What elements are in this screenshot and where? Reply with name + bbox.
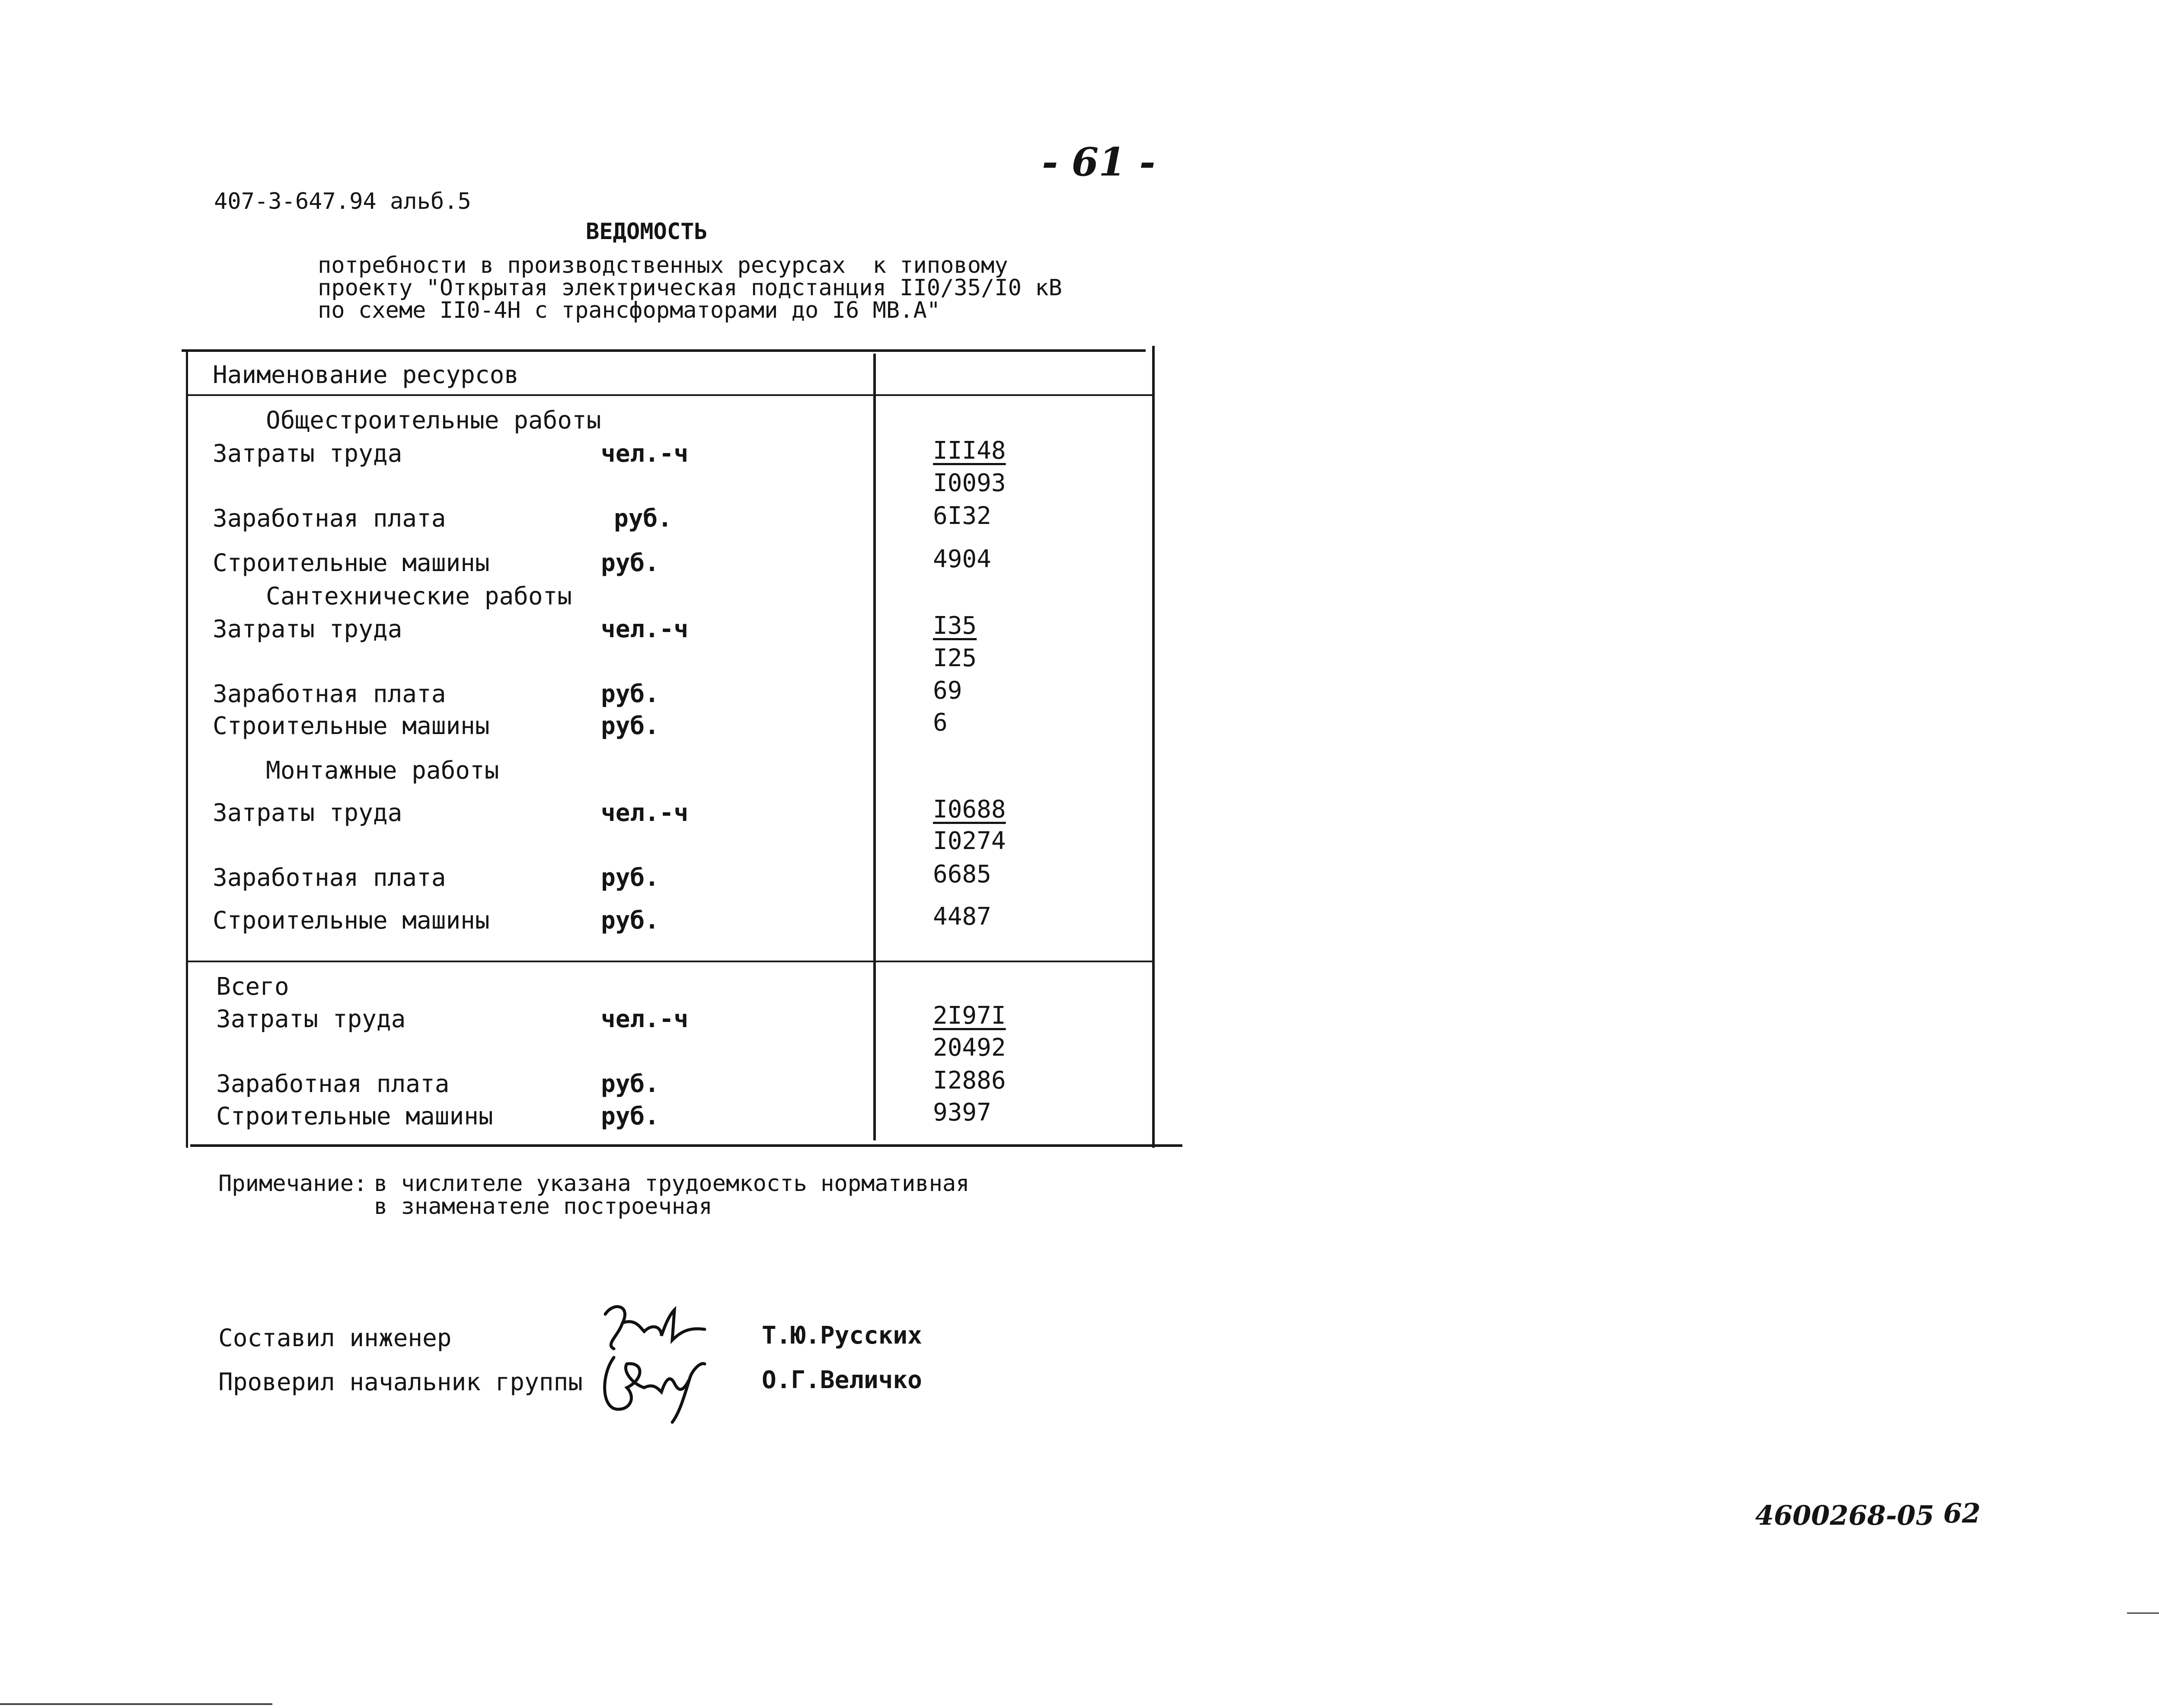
- document-title: ВЕДОМОСТЬ: [586, 219, 708, 245]
- table-top-border: [182, 349, 1146, 352]
- document-code: 407-3-647.94 альб.5: [214, 188, 471, 214]
- row-label: Заработная плата: [213, 864, 446, 892]
- archive-page-number: 62: [1943, 1497, 1981, 1529]
- value-denominator: I25: [933, 644, 977, 672]
- row-unit: чел.-ч: [601, 799, 689, 827]
- row-label: Затраты труда: [213, 615, 402, 643]
- handwritten-signature: [597, 1344, 709, 1428]
- row-value: I2886: [933, 1066, 1006, 1095]
- page-number: - 61 -: [1042, 139, 1156, 185]
- value-numerator: I35: [933, 612, 977, 640]
- row-value: 4904: [933, 545, 991, 573]
- row-unit: руб.: [601, 907, 659, 935]
- row-unit: чел.-ч: [601, 1005, 689, 1033]
- value-numerator: 2I97I: [933, 1002, 1006, 1030]
- value-denominator: 20492: [933, 1034, 1006, 1062]
- row-label: Затраты труда: [213, 799, 402, 827]
- row-unit: руб.: [601, 1102, 659, 1130]
- row-unit: руб.: [614, 504, 672, 533]
- table-right-border: [1152, 346, 1155, 1148]
- row-label: Затраты труда: [216, 1005, 406, 1033]
- table-bottom-border: [190, 1144, 1182, 1147]
- row-label: Заработная плата: [213, 680, 446, 708]
- row-label: Затраты труда: [213, 440, 402, 468]
- row-value: 4487: [933, 903, 991, 931]
- row-unit: руб.: [601, 864, 659, 892]
- compiled-by-role: Составил инженер: [218, 1324, 452, 1352]
- row-unit: чел.-ч: [601, 440, 689, 468]
- archive-code: 4600268-05: [1755, 1500, 1934, 1531]
- scan-edge-line: [2127, 1612, 2159, 1614]
- row-label: Строительные машины: [216, 1102, 493, 1130]
- note-label: Примечание:: [218, 1171, 367, 1197]
- checked-by-name: О.Г.Величко: [762, 1366, 922, 1394]
- row-unit: руб.: [601, 680, 659, 708]
- row-value: 9397: [933, 1098, 991, 1127]
- scan-edge-line: [0, 1703, 272, 1705]
- value-numerator: III48: [933, 437, 1006, 465]
- note-line-1: в числителе указана трудоемкость нормативная: [374, 1171, 970, 1197]
- row-label: Строительные машины: [213, 549, 490, 577]
- table-total-divider: [186, 961, 1154, 962]
- compiled-by-name: Т.Ю.Русских: [762, 1322, 922, 1350]
- row-unit: руб.: [601, 1070, 659, 1098]
- row-unit: руб.: [601, 712, 659, 740]
- section-title: Сантехнические работы: [266, 582, 572, 610]
- table-column-divider: [873, 354, 876, 1140]
- row-value: 69: [933, 677, 962, 705]
- table-header-divider: [186, 394, 1154, 396]
- checked-by-role: Проверил начальник группы: [218, 1368, 583, 1396]
- row-label: Заработная плата: [213, 504, 446, 533]
- row-label: Заработная плата: [216, 1070, 450, 1098]
- subtitle-line-3: по схеме II0-4Н с трансформаторами до I6 МВ.А": [318, 297, 941, 323]
- note-line-2: в знаменателе построечная: [374, 1194, 712, 1220]
- table-header: Наименование ресурсов: [213, 361, 519, 389]
- row-label: Строительные машины: [213, 907, 490, 935]
- row-label: Строительные машины: [213, 712, 490, 740]
- section-title: Общестроительные работы: [266, 406, 601, 434]
- row-value: 6I32: [933, 502, 991, 530]
- subtitle-line-2: проекту "Открытая электрическая подстанция II0/35/I0 кВ: [318, 275, 1062, 301]
- section-title: Монтажные работы: [266, 757, 499, 785]
- row-unit: руб.: [601, 549, 659, 577]
- subtitle-line-1: потребности в производственных ресурсах к типовому: [318, 252, 1008, 278]
- total-title: Всего: [216, 973, 289, 1001]
- value-denominator: I0274: [933, 827, 1006, 855]
- row-value: 6685: [933, 860, 991, 888]
- value-denominator: I0093: [933, 469, 1006, 497]
- row-unit: чел.-ч: [601, 615, 689, 643]
- row-value: 6: [933, 709, 948, 737]
- table-left-border: [186, 350, 188, 1148]
- value-numerator: I0688: [933, 795, 1006, 824]
